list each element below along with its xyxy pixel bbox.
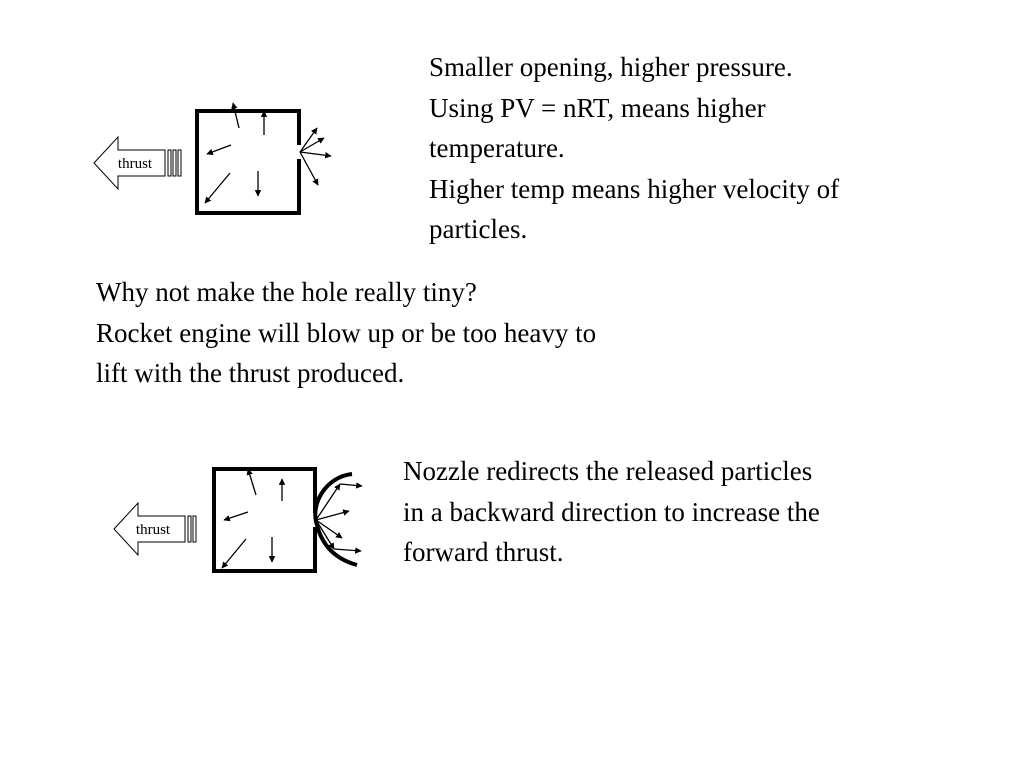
text-line: particles. <box>429 214 528 244</box>
thrust-label: thrust <box>117 156 153 172</box>
text-line: lift with the thrust produced. <box>96 358 405 388</box>
particle-velocity-arrows <box>205 103 331 203</box>
text-line: Using PV = nRT, means higher <box>429 92 766 123</box>
text-line: forward thrust. <box>403 537 564 567</box>
thrust-arrow <box>114 503 196 555</box>
text-line: temperature. <box>429 133 565 163</box>
text-block-nozzle <box>403 451 820 573</box>
combustion-chamber <box>197 111 299 213</box>
text-line: Rocket engine will blow up or be too heavy to <box>96 317 597 348</box>
rocket-chamber-nozzle-diagram <box>100 455 380 585</box>
text-line: Nozzle redirects the released particles <box>403 456 813 486</box>
text-line: in a backward direction to increase the <box>403 496 820 527</box>
rocket-chamber-diagram <box>80 95 360 225</box>
thrust-label: thrust <box>135 522 171 538</box>
text-line: Higher temp means higher velocity of <box>429 173 840 204</box>
thrust-arrow <box>94 137 181 189</box>
nozzle-bell <box>315 474 357 565</box>
text-block-pressure <box>429 47 839 250</box>
text-block-tiny-hole <box>96 272 596 394</box>
particle-velocity-arrows <box>222 469 362 568</box>
combustion-chamber <box>214 469 315 571</box>
text-line: Smaller opening, higher pressure. <box>429 52 793 82</box>
text-line: Why not make the hole really tiny? <box>96 277 477 307</box>
